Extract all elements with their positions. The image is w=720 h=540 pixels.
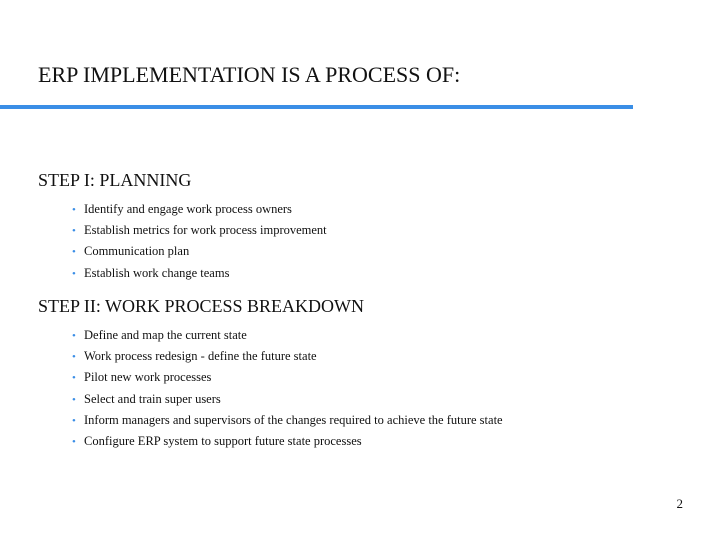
bullet-icon: • bbox=[72, 351, 76, 364]
slide-title: ERP IMPLEMENTATION IS A PROCESS OF: bbox=[38, 62, 461, 87]
list-item-text: Pilot new work processes bbox=[84, 370, 212, 385]
bullet-list bbox=[38, 199, 327, 284]
bullet-icon: • bbox=[72, 204, 76, 216]
list-item bbox=[72, 220, 327, 241]
list-item-text: Work process redesign - define the future state bbox=[84, 349, 317, 364]
section-step-2 bbox=[38, 297, 503, 452]
list-item-text: Configure ERP system to support future state processes bbox=[84, 434, 362, 449]
bullet-icon: • bbox=[72, 436, 76, 449]
bullet-icon: • bbox=[72, 330, 76, 342]
bullet-icon: • bbox=[72, 225, 76, 238]
bullet-icon: • bbox=[72, 414, 76, 427]
section-step-1 bbox=[38, 171, 327, 284]
list-item-text: Inform managers and supervisors of the changes required to achieve the future state bbox=[84, 412, 503, 427]
list-item bbox=[72, 367, 503, 388]
list-item bbox=[72, 199, 327, 220]
list-item bbox=[72, 263, 327, 284]
list-item-text: Establish work change teams bbox=[84, 265, 230, 280]
list-item bbox=[72, 389, 503, 410]
bullet-icon: • bbox=[72, 393, 76, 406]
section-heading: STEP I: PLANNING bbox=[38, 170, 192, 190]
page-number: 2 bbox=[676, 496, 683, 511]
section-heading: STEP II: WORK PROCESS BREAKDOWN bbox=[38, 296, 365, 316]
list-item bbox=[72, 410, 503, 431]
bullet-icon: • bbox=[72, 372, 76, 385]
title-divider bbox=[0, 105, 633, 109]
list-item bbox=[72, 241, 327, 262]
list-item-text: Establish metrics for work process improvement bbox=[84, 223, 327, 238]
list-item bbox=[72, 325, 503, 346]
bullet-icon: • bbox=[72, 246, 76, 259]
list-item-text: Identify and engage work process owners bbox=[84, 202, 292, 216]
bullet-icon: • bbox=[72, 267, 76, 280]
list-item-text: Select and train super users bbox=[84, 391, 221, 406]
list-item-text: Define and map the current state bbox=[84, 328, 247, 342]
list-item bbox=[72, 346, 503, 367]
list-item bbox=[72, 431, 503, 452]
list-item-text: Communication plan bbox=[84, 244, 190, 259]
bullet-list bbox=[38, 325, 503, 452]
